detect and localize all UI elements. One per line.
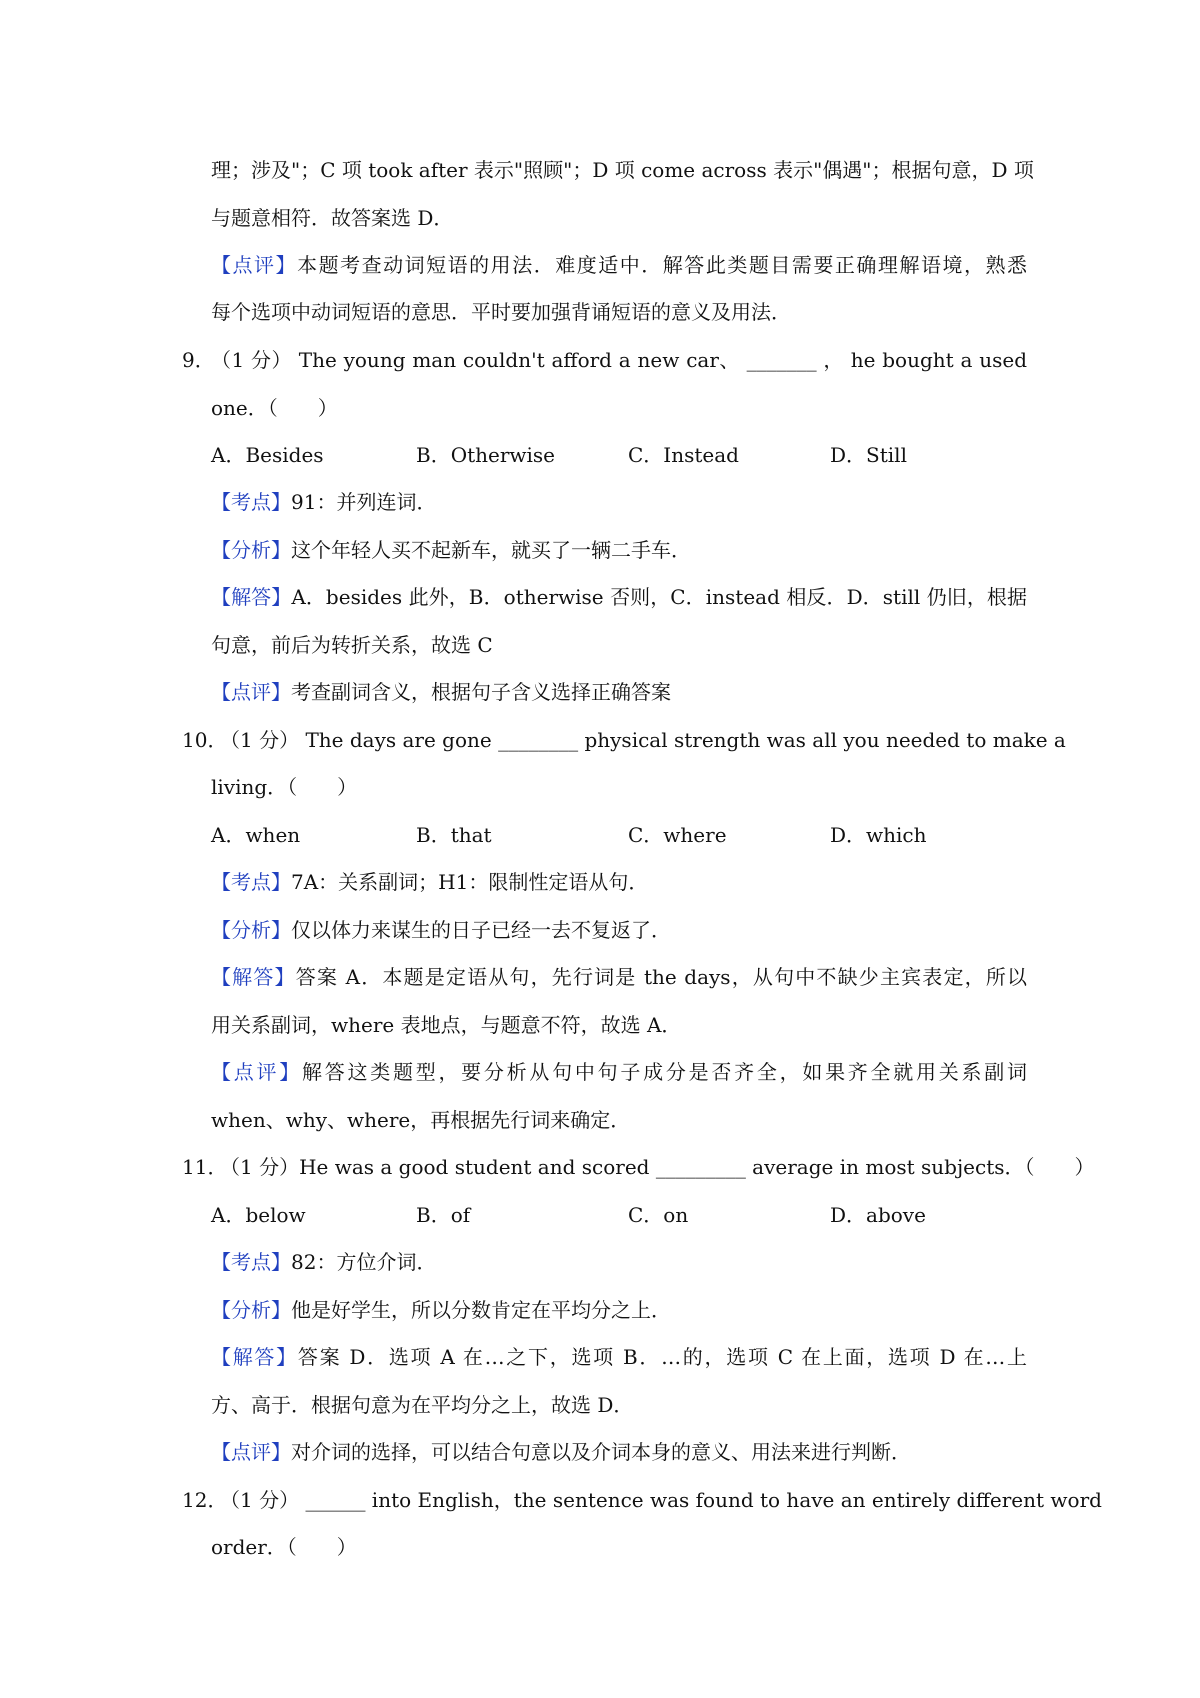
q10-option-a: A．when <box>211 823 301 847</box>
q10-jieda-line2: 用关系副词，where 表地点，与题意不符，故选 A． <box>211 1013 682 1037</box>
kaodian-tag: 【考点】 <box>211 490 291 514</box>
q11-fenxi <box>211 1295 1027 1325</box>
q9-kaodian <box>211 487 1027 517</box>
q9-option-a: A．Besides <box>211 443 324 467</box>
q9-option-b: B．Otherwise <box>416 443 556 467</box>
kaodian-tag: 【考点】 <box>211 1250 291 1274</box>
jieda-tag: 【解答】 <box>211 1345 298 1369</box>
q8-comment-line1 <box>211 250 1027 280</box>
q11-kaodian <box>211 1247 1027 1277</box>
q11-jieda-line1 <box>211 1342 1027 1372</box>
fenxi-tag: 【分析】 <box>211 1298 291 1322</box>
q10-number: 10． <box>182 728 228 752</box>
q11-fenxi-text: 他是好学生，所以分数肯定在平均分之上． <box>291 1298 671 1322</box>
q12-stem-line1: （1 分） ______ into English，the sentence was found to have an entirely different word <box>220 1488 1102 1512</box>
jieda-tag: 【解答】 <box>211 585 292 609</box>
q8-comment-line2: 每个选项中动词短语的意思．平时要加强背诵短语的意义及用法． <box>211 300 791 324</box>
q9-option-d: D．Still <box>830 443 907 467</box>
q10-fenxi <box>211 915 1027 945</box>
q10-dianping-line2: when、why、where，再根据先行词来确定． <box>211 1108 631 1132</box>
q9-jieda-line1 <box>211 582 1027 612</box>
q12-number: 12． <box>182 1488 228 1512</box>
q10-kaodian <box>211 867 1027 897</box>
q9-jieda-line2: 句意，前后为转折关系，故选 C <box>211 633 493 657</box>
q8-analysis-line1: 理；涉及"；C 项 took after 表示"照顾"；D 项 come across 表示"偶遇"；根据句意，D 项 <box>211 158 1034 182</box>
q10-jieda-line1 <box>211 962 1027 992</box>
q10-dianping-text: 解答这类题型，要分析从句中句子成分是否齐全，如果齐全就用关系副词 <box>301 1060 1028 1084</box>
q8-analysis-line2: 与题意相符．故答案选 D． <box>211 206 454 230</box>
q10-option-c: C．where <box>628 823 727 847</box>
q10-fenxi-text: 仅以体力来谋生的日子已经一去不复返了． <box>291 918 671 942</box>
comment-tag: 【点评】 <box>211 253 298 277</box>
fenxi-tag: 【分析】 <box>211 918 291 942</box>
q11-option-a: A．below <box>211 1203 306 1227</box>
q9-kaodian-text: 91：并列连词． <box>291 490 437 514</box>
q11-option-b: B．of <box>416 1203 471 1227</box>
q11-kaodian-text: 82：方位介词． <box>291 1250 437 1274</box>
q8-comment-text: 本题考查动词短语的用法．难度适中．解答此类题目需要正确理解语境，熟悉 <box>297 253 1028 277</box>
q10-stem-line1: （1 分） The days are gone ________ physical strength was all you needed to make a <box>220 728 1066 752</box>
q9-number: 9． <box>182 348 215 372</box>
q12-stem-line2: order．（ ） <box>211 1535 357 1559</box>
q11-option-d: D．above <box>830 1203 926 1227</box>
q11-dianping <box>211 1437 1027 1467</box>
kaodian-tag: 【考点】 <box>211 870 291 894</box>
q11-number: 11． <box>182 1155 228 1179</box>
dianping-tag: 【点评】 <box>211 1060 302 1084</box>
q9-dianping <box>211 677 1027 707</box>
jieda-tag: 【解答】 <box>211 965 296 989</box>
dianping-tag: 【点评】 <box>211 680 291 704</box>
q9-jieda-text: A．besides 此外，B．otherwise 否则，C．instead 相反．D．still 仍旧，根据 <box>291 585 1028 609</box>
q10-stem-line2: living．（ ） <box>211 775 358 799</box>
q9-dianping-text: 考查副词含义，根据句子含义选择正确答案 <box>291 680 671 704</box>
q11-dianping-text: 对介词的选择，可以结合句意以及介词本身的意义、用法来进行判断． <box>291 1440 911 1464</box>
q10-jieda-text: 答案 A．本题是定语从句，先行词是 the days，从句中不缺少主宾表定，所以 <box>295 965 1028 989</box>
q9-stem-line1: （1 分） The young man couldn't afford a new car、 _______ ， he bought a used <box>211 348 1027 372</box>
q10-kaodian-text: 7A：关系副词；H1：限制性定语从句． <box>291 870 649 894</box>
q10-dianping-line1 <box>211 1057 1027 1087</box>
q10-option-d: D．which <box>830 823 927 847</box>
q11-jieda-line2: 方、高于．根据句意为在平均分之上，故选 D． <box>211 1393 634 1417</box>
q9-option-c: C．Instead <box>628 443 739 467</box>
q11-jieda-text: 答案 D．选项 A 在…之下，选项 B．…的，选项 C 在上面，选项 D 在…上 <box>297 1345 1028 1369</box>
fenxi-tag: 【分析】 <box>211 538 291 562</box>
q9-fenxi-text: 这个年轻人买不起新车，就买了一辆二手车． <box>291 538 691 562</box>
q10-option-b: B．that <box>416 823 492 847</box>
q9-stem-line2: one．（ ） <box>211 396 338 420</box>
dianping-tag: 【点评】 <box>211 1440 291 1464</box>
q11-stem-line1: （1 分）He was a good student and scored _________ average in most subjects．（ ） <box>220 1155 1095 1179</box>
q9-fenxi <box>211 535 1027 565</box>
q11-option-c: C．on <box>628 1203 689 1227</box>
